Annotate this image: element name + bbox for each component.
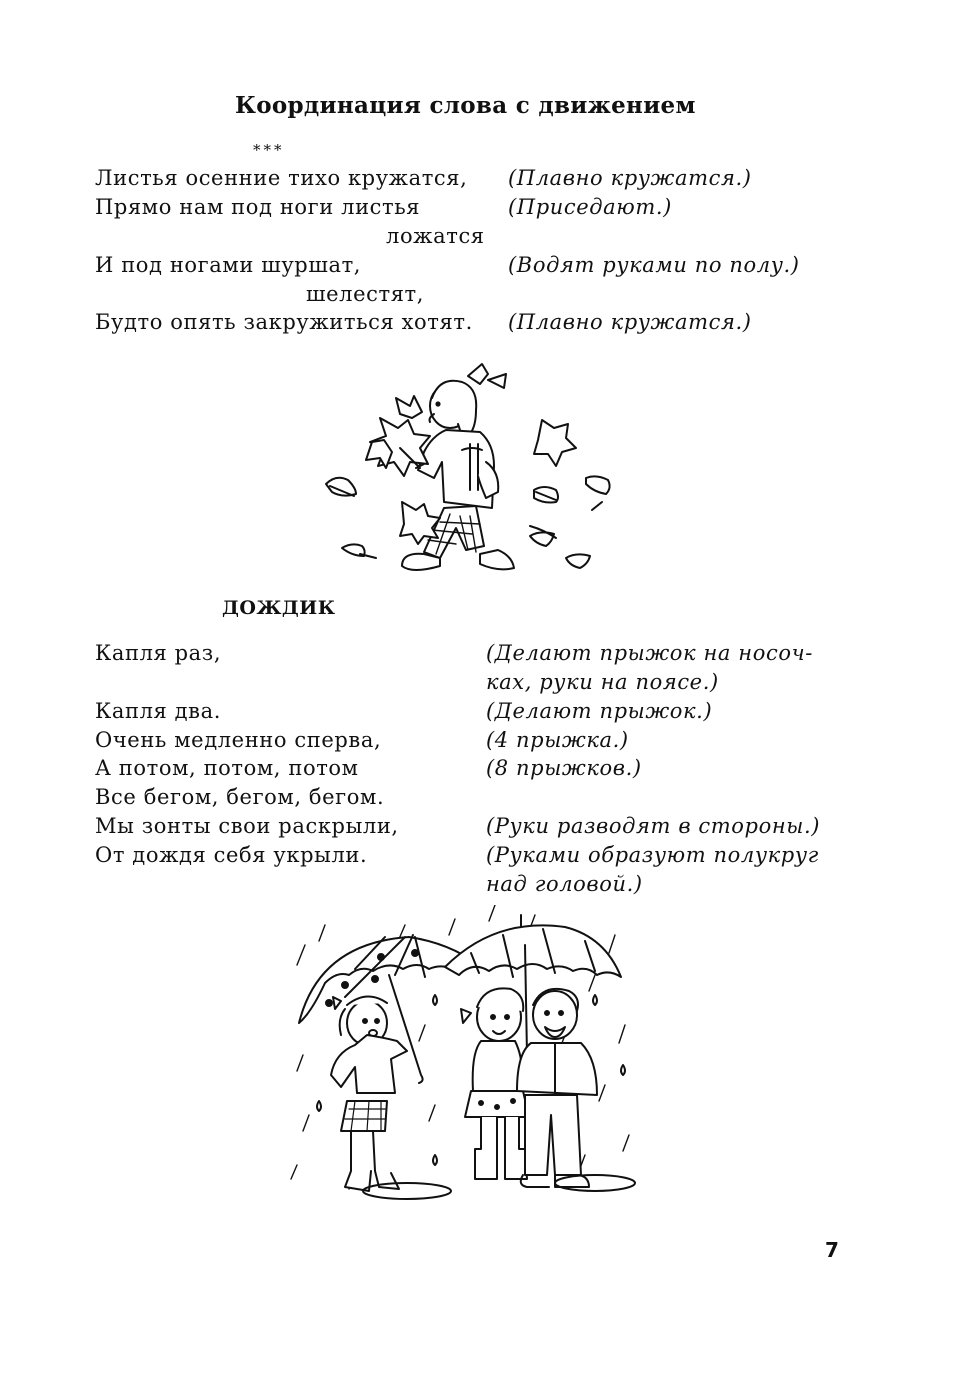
poem2-action-5: (Руки разводят в стороны.) — [486, 814, 821, 838]
poem1-action-3: (Водят руками по полу.) — [508, 253, 800, 277]
section-title: Координация слова с движением — [235, 92, 696, 119]
poem2-line-2: Капля два. — [95, 699, 221, 723]
poem2-line-3: Очень медленно сперва, — [95, 728, 382, 752]
poem1-line-2-continued: ложатся — [386, 224, 485, 248]
poem2-action-6: (Руками образуют полукруг — [486, 843, 819, 867]
poem1-line-2: Прямо нам под ноги листья — [95, 195, 421, 219]
poem1-line-1: Листья осенние тихо кружатся, — [95, 166, 468, 190]
poem2-action-4: (8 прыжков.) — [486, 756, 642, 780]
poem2-line-6: Мы зонты свои раскрыли, — [95, 814, 399, 838]
poem2-line-7: От дождя себя укрыли. — [95, 843, 368, 867]
poem1-line-3: И под ногами шуршат, — [95, 253, 362, 277]
poem1-action-1: (Плавно кружатся.) — [508, 166, 752, 190]
poem2-action-1: (Делают прыжок на носоч- — [486, 641, 813, 665]
poem2-heading: ДОЖДИК — [222, 597, 336, 619]
poem2-action-2: (Делают прыжок.) — [486, 699, 713, 723]
children-under-umbrellas-illustration — [285, 905, 645, 1225]
poem1-line-3-continued: шелестят, — [306, 282, 425, 306]
poem2-action-3: (4 прыжка.) — [486, 728, 629, 752]
poem2-action-6-continued: над головой.) — [486, 872, 643, 896]
poem2-line-1: Капля раз, — [95, 641, 222, 665]
poem2-line-4: А потом, потом, потом — [95, 756, 359, 780]
verse-separator: *** — [253, 141, 285, 159]
poem1-action-4: (Плавно кружатся.) — [508, 310, 752, 334]
poem1-line-4: Будто опять закружиться хотят. — [95, 310, 473, 334]
poem2-line-5: Все бегом, бегом, бегом. — [95, 785, 385, 809]
page-number: 7 — [825, 1238, 839, 1262]
poem1-action-2: (Приседают.) — [508, 195, 672, 219]
girl-with-leaves-illustration — [320, 358, 620, 594]
poem2-action-1-continued: ках, руки на поясе.) — [486, 670, 719, 694]
